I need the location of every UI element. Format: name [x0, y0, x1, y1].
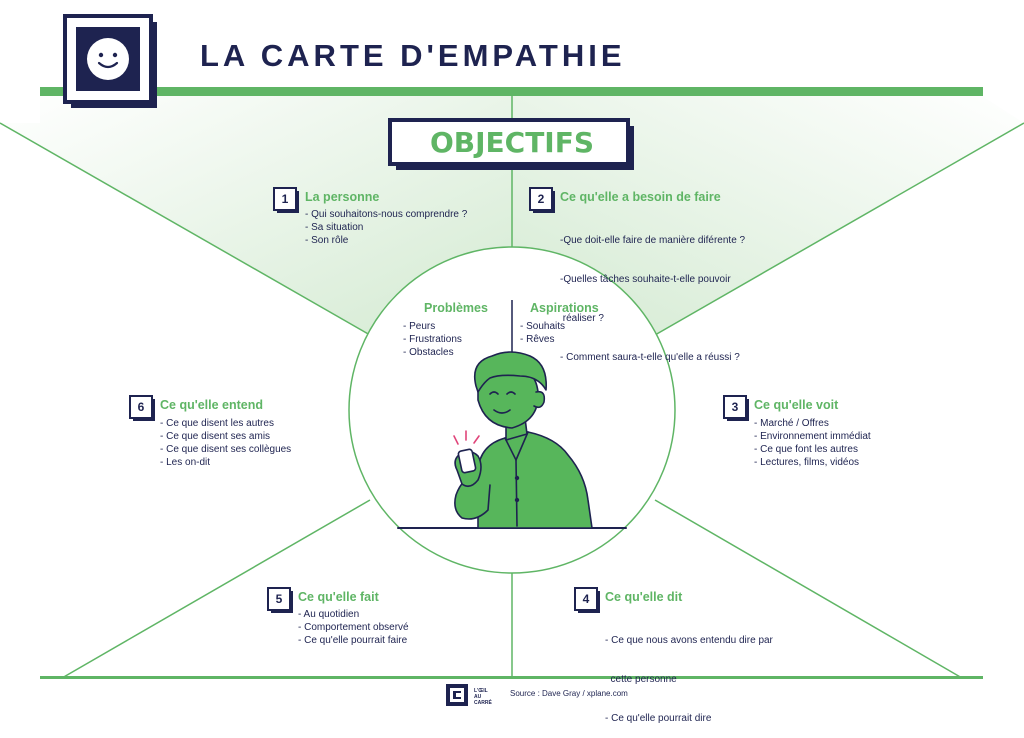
- list-item: - Ce que disent ses collègues: [160, 444, 292, 455]
- aspirations-title: Aspirations: [530, 301, 599, 315]
- section-items: [305, 208, 467, 247]
- list-item: - Son rôle: [305, 235, 349, 246]
- list-item: - Au quotidien: [298, 609, 360, 620]
- section-number: 5: [275, 592, 283, 606]
- list-item: - Souhaits: [520, 321, 566, 332]
- list-item: - Comment saura-t-elle qu'elle a réussi ?: [560, 352, 740, 363]
- list-item: réaliser ?: [560, 313, 604, 324]
- aspirations-items: [520, 320, 565, 346]
- section-title: Ce qu'elle dit: [605, 590, 683, 604]
- section-number: 6: [137, 400, 145, 414]
- divider-bottom-left: [62, 500, 370, 678]
- section-number: 2: [537, 192, 545, 206]
- list-item: - Les on-dit: [160, 457, 211, 468]
- section-items: [754, 417, 871, 469]
- footer-logo-text: L'ŒIL AU CARRÉ: [474, 688, 492, 706]
- footer-source: Source : Dave Gray / xplane.com: [510, 689, 628, 698]
- list-item: - Lectures, films, vidéos: [754, 457, 860, 468]
- list-item: - Ce que nous avons entendu dire par: [605, 635, 773, 646]
- list-item: - Rêves: [520, 334, 555, 345]
- list-item: - Peurs: [403, 321, 436, 332]
- list-item: - Ce que font les autres: [754, 444, 858, 455]
- list-item: - Ce que disent ses amis: [160, 431, 271, 442]
- list-item: - Frustrations: [403, 334, 462, 345]
- list-item: -Que doit-elle faire de manière diférente ?: [560, 235, 746, 246]
- section-items: [298, 608, 409, 647]
- header-bar: [40, 87, 983, 96]
- section-title: Ce qu'elle fait: [298, 590, 379, 604]
- list-item: - Marché / Offres: [754, 418, 829, 429]
- objectifs-banner-label: OBJECTIFS: [429, 126, 595, 159]
- problems-items: [403, 320, 462, 359]
- list-item: - Sa situation: [305, 222, 364, 233]
- section-number: 1: [281, 192, 289, 206]
- list-item: - Obstacles: [403, 347, 454, 358]
- section-number: 3: [731, 400, 739, 414]
- list-item: - Ce qu'elle pourrait faire: [298, 635, 408, 646]
- list-item: -Quelles tâches souhaite-t-elle pouvoir: [560, 274, 731, 285]
- list-item: - Environnement immédiat: [754, 431, 871, 442]
- section-items: [560, 208, 745, 377]
- list-item: - Ce qu'elle pourrait dire: [605, 713, 712, 724]
- section-items: [160, 417, 291, 469]
- list-item: - Qui souhaitons-nous comprendre ?: [305, 209, 468, 220]
- list-item: cette personne: [605, 674, 677, 685]
- section-number: 4: [582, 592, 590, 606]
- smiley-face-icon: [65, 16, 157, 108]
- page-title: LA CARTE D'EMPATHIE: [200, 38, 626, 73]
- section-title: Ce qu'elle entend: [160, 398, 263, 412]
- list-item: - Comportement observé: [298, 622, 409, 633]
- footer-bar: [40, 676, 983, 679]
- section-title: Ce qu'elle voit: [754, 398, 839, 412]
- list-item: - Ce que disent les autres: [160, 418, 274, 429]
- section-items: [605, 608, 773, 738]
- section-title: Ce qu'elle a besoin de faire: [560, 190, 721, 204]
- problems-title: Problèmes: [424, 301, 488, 315]
- section-title: La personne: [305, 190, 380, 204]
- footer-logo-icon: [446, 684, 468, 706]
